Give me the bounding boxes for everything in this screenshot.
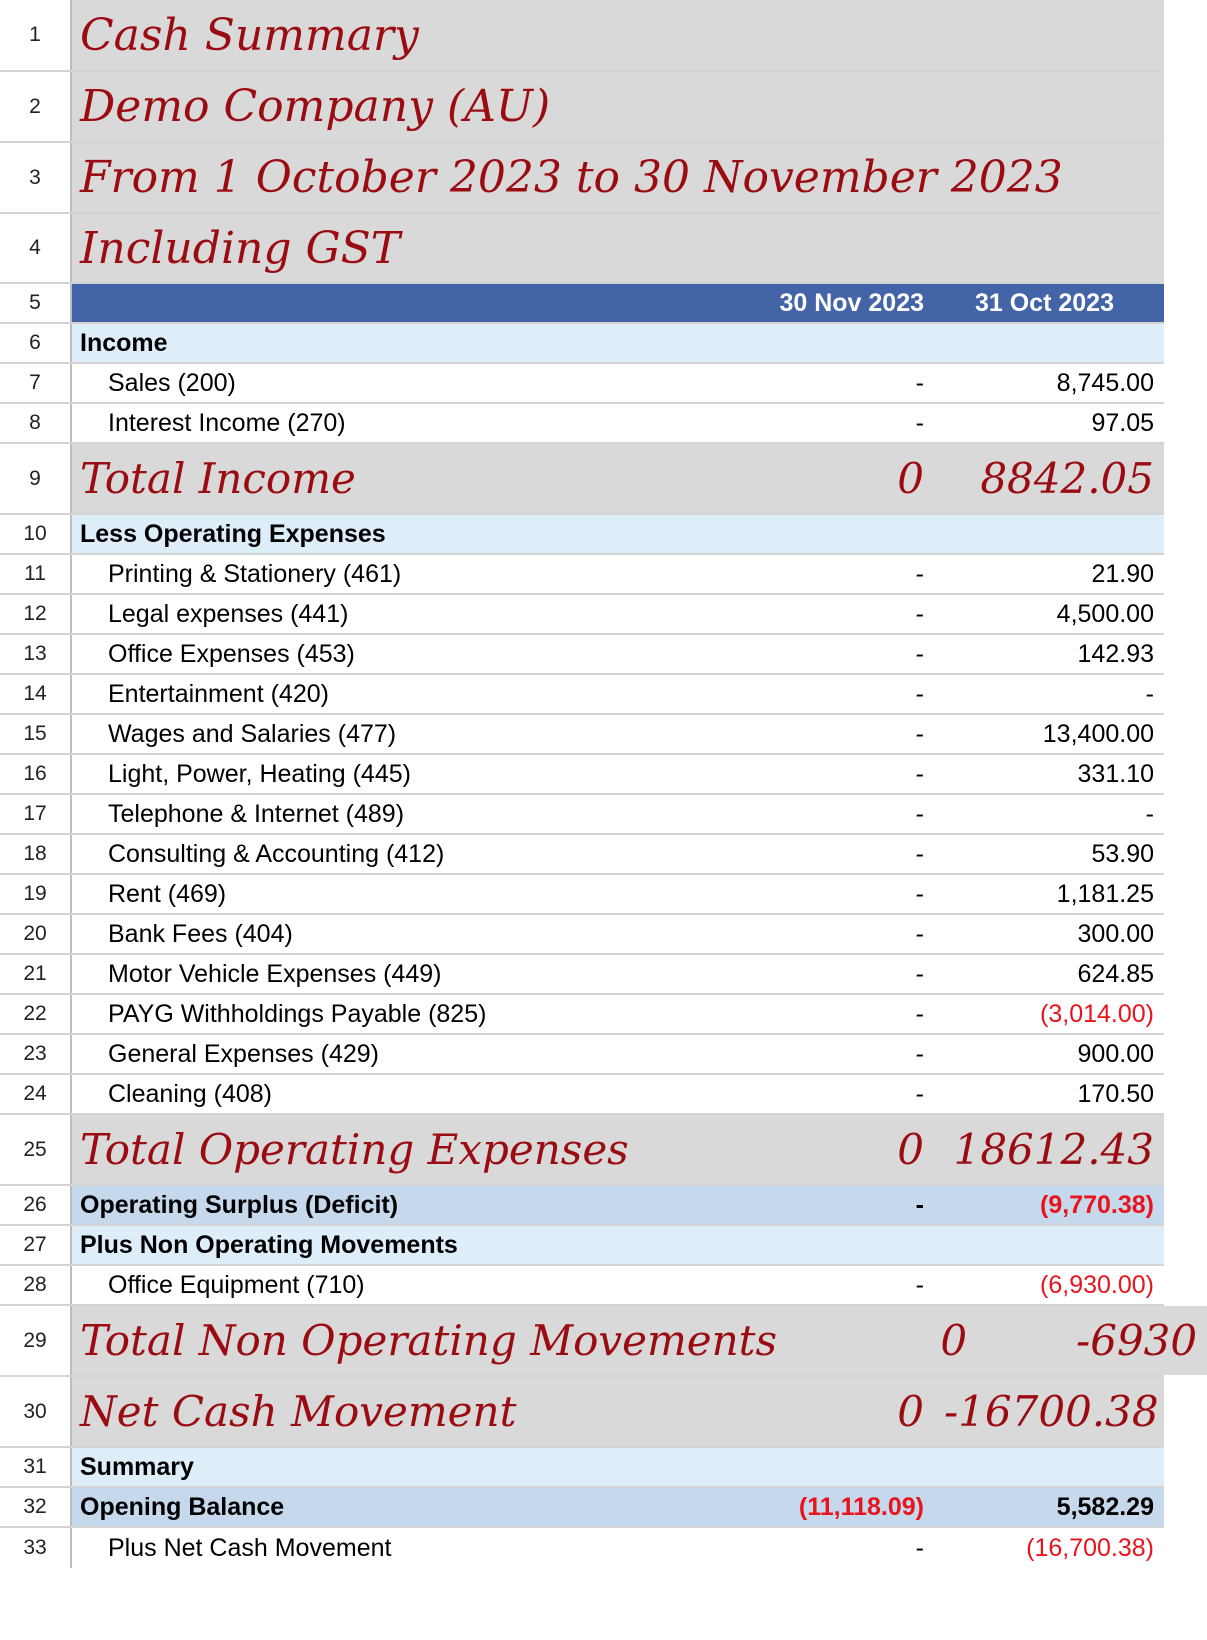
row-2[interactable] [0, 72, 1164, 143]
row-header[interactable]: 16 [0, 755, 72, 793]
row-header[interactable]: 6 [0, 324, 72, 362]
row-17[interactable] [0, 795, 1164, 835]
row-header[interactable]: 27 [0, 1226, 72, 1264]
net-cash-movement-nov[interactable]: 0 [897, 1387, 924, 1436]
row-30[interactable] [0, 1377, 1164, 1448]
section-operating-expenses[interactable]: Less Operating Expenses [80, 519, 386, 548]
row-header[interactable]: 17 [0, 795, 72, 833]
row-3[interactable] [0, 143, 1164, 214]
row-7[interactable] [0, 364, 1164, 404]
row-15[interactable] [0, 715, 1164, 755]
line-item-label[interactable]: Office Expenses (453) [108, 639, 355, 668]
value-oct[interactable]: 331.10 [1077, 759, 1154, 788]
row-10[interactable] [0, 515, 1164, 555]
row-header[interactable]: 25 [0, 1115, 72, 1184]
total-non-operating-oct[interactable]: -6930 [1076, 1316, 1198, 1365]
row-18[interactable] [0, 835, 1164, 875]
value-oct[interactable]: 300.00 [1077, 919, 1154, 948]
row-21[interactable] [0, 955, 1164, 995]
value-nov[interactable]: - [915, 759, 924, 788]
value-oct[interactable]: 170.50 [1077, 1079, 1154, 1108]
row-1[interactable] [0, 0, 1164, 72]
row-26[interactable] [0, 1186, 1164, 1226]
value-oct[interactable]: 53.90 [1091, 839, 1154, 868]
value-nov[interactable]: - [915, 999, 924, 1028]
value-oct[interactable]: (16,700.38) [1026, 1533, 1154, 1562]
value-nov[interactable]: - [915, 1039, 924, 1068]
row-5[interactable] [0, 284, 1164, 324]
value-nov[interactable]: - [915, 959, 924, 988]
row-31[interactable] [0, 1448, 1164, 1488]
value-oct[interactable]: - [1145, 679, 1154, 708]
tax-basis[interactable]: Including GST [80, 222, 401, 274]
row-header[interactable]: 22 [0, 995, 72, 1033]
total-income-label[interactable]: Total Income [80, 454, 356, 503]
value-oct[interactable]: 13,400.00 [1042, 719, 1154, 748]
row-header[interactable]: 11 [0, 555, 72, 593]
value-nov[interactable]: - [915, 1270, 924, 1299]
value-nov[interactable]: - [915, 559, 924, 588]
value-oct[interactable]: 97.05 [1091, 408, 1154, 437]
row-11[interactable] [0, 555, 1164, 595]
row-16[interactable] [0, 755, 1164, 795]
total-income-oct[interactable]: 8842.05 [980, 454, 1154, 503]
value-nov[interactable]: - [915, 1079, 924, 1108]
line-item-label[interactable]: Interest Income (270) [108, 408, 346, 437]
value-oct[interactable]: 8,745.00 [1056, 368, 1154, 397]
section-summary[interactable]: Summary [80, 1452, 194, 1481]
value-oct[interactable]: 21.90 [1091, 559, 1154, 588]
row-header[interactable]: 3 [0, 143, 72, 212]
row-25[interactable] [0, 1115, 1164, 1186]
row-header[interactable]: 33 [0, 1528, 72, 1568]
row-header[interactable]: 21 [0, 955, 72, 993]
row-header[interactable]: 32 [0, 1488, 72, 1526]
row-header[interactable]: 29 [0, 1306, 72, 1375]
value-oct[interactable]: 1,181.25 [1056, 879, 1154, 908]
total-operating-expenses-oct[interactable]: 18612.43 [953, 1125, 1154, 1174]
value-oct[interactable]: (3,014.00) [1040, 999, 1154, 1028]
row-header[interactable]: 14 [0, 675, 72, 713]
value-nov[interactable]: - [915, 408, 924, 437]
value-nov[interactable]: - [915, 1533, 924, 1562]
row-header[interactable]: 8 [0, 404, 72, 442]
row-header[interactable]: 1 [0, 0, 72, 70]
row-header[interactable]: 7 [0, 364, 72, 402]
total-non-operating-nov[interactable]: 0 [940, 1316, 968, 1365]
operating-surplus-label[interactable]: Operating Surplus (Deficit) [80, 1190, 399, 1219]
value-oct[interactable]: 624.85 [1077, 959, 1154, 988]
row-header[interactable]: 12 [0, 595, 72, 633]
row-14[interactable] [0, 675, 1164, 715]
row-12[interactable] [0, 595, 1164, 635]
row-header[interactable]: 18 [0, 835, 72, 873]
row-8[interactable] [0, 404, 1164, 444]
row-header[interactable]: 15 [0, 715, 72, 753]
row-header[interactable]: 31 [0, 1448, 72, 1486]
row-32[interactable] [0, 1488, 1164, 1528]
row-22[interactable] [0, 995, 1164, 1035]
line-item-label[interactable]: Plus Net Cash Movement [108, 1533, 392, 1562]
line-item-label[interactable]: Telephone & Internet (489) [108, 799, 405, 828]
row-header[interactable]: 26 [0, 1186, 72, 1224]
row-header[interactable]: 2 [0, 72, 72, 141]
value-nov[interactable]: - [915, 799, 924, 828]
value-nov[interactable]: - [915, 1190, 924, 1219]
row-header[interactable]: 5 [0, 284, 72, 322]
row-9[interactable] [0, 444, 1164, 515]
value-nov[interactable]: - [915, 639, 924, 668]
row-header[interactable]: 24 [0, 1075, 72, 1113]
row-20[interactable] [0, 915, 1164, 955]
line-item-label[interactable]: PAYG Withholdings Payable (825) [108, 999, 487, 1028]
row-24[interactable] [0, 1075, 1164, 1115]
row-13[interactable] [0, 635, 1164, 675]
line-item-label[interactable]: Rent (469) [108, 879, 227, 908]
value-nov[interactable]: - [915, 599, 924, 628]
total-income-nov[interactable]: 0 [897, 454, 924, 503]
total-operating-expenses-label[interactable]: Total Operating Expenses [80, 1125, 629, 1174]
line-item-label[interactable]: Legal expenses (441) [108, 599, 349, 628]
line-item-label[interactable]: Cleaning (408) [108, 1079, 272, 1108]
row-header[interactable]: 28 [0, 1266, 72, 1304]
row-29[interactable] [0, 1306, 1198, 1377]
row-header[interactable]: 23 [0, 1035, 72, 1073]
value-oct[interactable]: 900.00 [1077, 1039, 1154, 1068]
row-header[interactable]: 9 [0, 444, 72, 513]
line-item-label[interactable]: Printing & Stationery (461) [108, 559, 402, 588]
value-nov[interactable]: - [915, 839, 924, 868]
value-nov[interactable]: - [915, 368, 924, 397]
report-period[interactable]: From 1 October 2023 to 30 November 2023 [80, 152, 1063, 203]
net-cash-movement-label[interactable]: Net Cash Movement [80, 1387, 517, 1436]
line-item-label[interactable]: Light, Power, Heating (445) [108, 759, 411, 788]
value-nov[interactable]: - [915, 719, 924, 748]
value-oct[interactable]: 5,582.29 [1056, 1492, 1154, 1521]
company-name[interactable]: Demo Company (AU) [80, 81, 551, 132]
value-oct[interactable]: (9,770.38) [1040, 1190, 1154, 1219]
value-nov[interactable]: (11,118.09) [798, 1492, 924, 1521]
line-item-label[interactable]: Bank Fees (404) [108, 919, 293, 948]
line-item-label[interactable]: Wages and Salaries (477) [108, 719, 397, 748]
row-header[interactable]: 4 [0, 214, 72, 282]
row-header[interactable]: 30 [0, 1377, 72, 1446]
line-item-label[interactable]: Sales (200) [108, 368, 236, 397]
section-income[interactable]: Income [80, 328, 168, 357]
column-header-oct[interactable]: 31 Oct 2023 [975, 288, 1114, 317]
value-oct[interactable]: 4,500.00 [1056, 599, 1154, 628]
row-header[interactable]: 10 [0, 515, 72, 553]
total-non-operating-label[interactable]: Total Non Operating Movements [80, 1316, 778, 1365]
row-6[interactable] [0, 324, 1164, 364]
report-title[interactable]: Cash Summary [80, 9, 419, 61]
row-header[interactable]: 13 [0, 635, 72, 673]
row-27[interactable] [0, 1226, 1164, 1266]
section-non-operating[interactable]: Plus Non Operating Movements [80, 1230, 458, 1259]
line-item-label[interactable]: Motor Vehicle Expenses (449) [108, 959, 442, 988]
line-item-label[interactable]: Entertainment (420) [108, 679, 329, 708]
value-nov[interactable]: - [915, 679, 924, 708]
line-item-label[interactable]: Consulting & Accounting (412) [108, 839, 445, 868]
value-oct[interactable]: - [1145, 799, 1154, 828]
value-oct[interactable]: 142.93 [1077, 639, 1154, 668]
value-nov[interactable]: - [915, 919, 924, 948]
net-cash-movement-oct[interactable]: -16700.38 [944, 1387, 1159, 1436]
line-item-label[interactable]: Office Equipment (710) [108, 1270, 365, 1299]
total-operating-expenses-nov[interactable]: 0 [897, 1125, 924, 1174]
value-oct[interactable]: (6,930.00) [1040, 1270, 1154, 1299]
row-4[interactable] [0, 214, 1164, 284]
row-header[interactable]: 20 [0, 915, 72, 953]
row-19[interactable] [0, 875, 1164, 915]
column-header-nov[interactable]: 30 Nov 2023 [779, 288, 924, 317]
line-item-label[interactable]: General Expenses (429) [108, 1039, 379, 1068]
opening-balance-label[interactable]: Opening Balance [80, 1492, 285, 1521]
row-header[interactable]: 19 [0, 875, 72, 913]
value-nov[interactable]: - [915, 879, 924, 908]
row-28[interactable] [0, 1266, 1164, 1306]
row-23[interactable] [0, 1035, 1164, 1075]
row-33[interactable] [0, 1528, 1164, 1568]
